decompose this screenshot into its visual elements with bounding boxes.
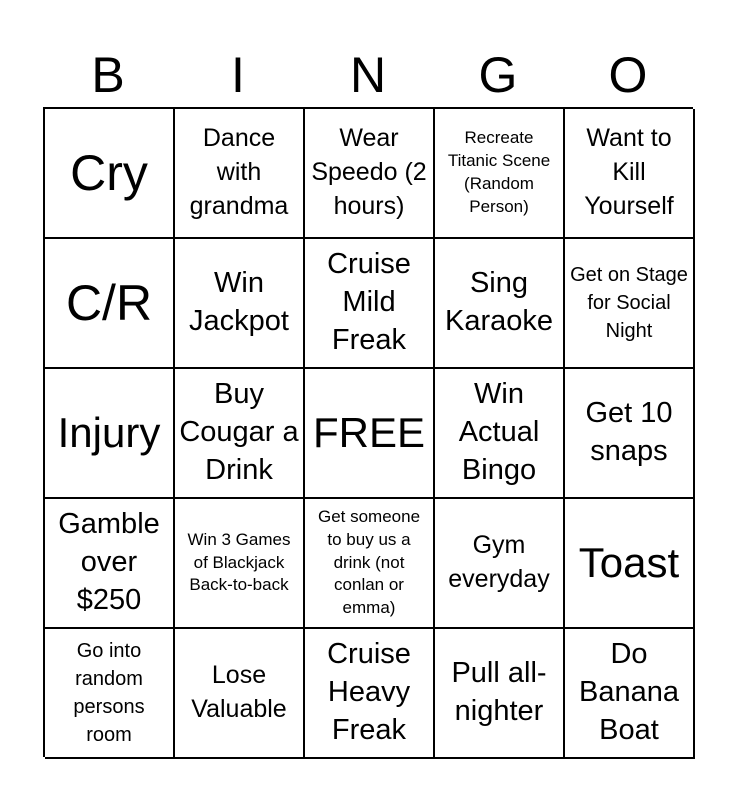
bingo-cell[interactable] — [175, 109, 305, 239]
bingo-cell[interactable] — [435, 629, 565, 759]
cell-text: Get on Stage for Social Night — [570, 264, 688, 342]
bingo-cell[interactable] — [45, 629, 175, 759]
bingo-cell[interactable] — [305, 629, 435, 759]
bingo-cell[interactable] — [565, 109, 695, 239]
bingo-cell[interactable] — [175, 239, 305, 369]
bingo-cell[interactable] — [565, 369, 695, 499]
bingo-cell[interactable] — [45, 499, 175, 629]
bingo-cell[interactable] — [45, 239, 175, 369]
cell-text: Sing Karaoke — [444, 267, 553, 337]
cell-text: Gamble over $250 — [58, 508, 160, 616]
bingo-cell[interactable] — [565, 239, 695, 369]
bingo-cell[interactable] — [565, 629, 695, 759]
header-letter-o: O — [608, 47, 648, 103]
cell-text: Recreate Titanic Scene (Random Person) — [447, 128, 551, 216]
bingo-cell[interactable] — [175, 629, 305, 759]
cell-text: Buy Cougar a Drink — [179, 378, 299, 486]
cell-text: C/R — [65, 274, 153, 331]
cell-text: Get 10 snaps — [585, 397, 673, 467]
bingo-grid — [43, 107, 693, 757]
bingo-cell[interactable] — [565, 499, 695, 629]
header-letter-g: G — [478, 47, 518, 103]
header-letter-b: B — [91, 47, 125, 103]
cell-text: Want to Kill Yourself — [584, 124, 674, 220]
free-space-cell[interactable] — [305, 369, 435, 499]
cell-text: Gym everyday — [448, 531, 550, 593]
cell-text: Cruise Heavy Freak — [327, 638, 411, 746]
cell-text: Wear Speedo (2 hours) — [311, 124, 427, 220]
bingo-header — [43, 42, 693, 108]
cell-text: Win 3 Games of Blackjack Back-to-back — [187, 529, 291, 595]
bingo-cell[interactable] — [435, 369, 565, 499]
bingo-cell[interactable] — [435, 239, 565, 369]
bingo-cell[interactable] — [435, 109, 565, 239]
cell-text: Cry — [70, 144, 148, 201]
header-letter-i: I — [231, 47, 245, 103]
header-letter-n: N — [349, 47, 387, 103]
bingo-cell[interactable] — [435, 499, 565, 629]
bingo-cell[interactable] — [305, 499, 435, 629]
bingo-cell[interactable] — [45, 109, 175, 239]
bingo-cell[interactable] — [175, 499, 305, 629]
cell-text: Win Jackpot — [189, 267, 289, 337]
cell-text: Toast — [578, 538, 680, 586]
free-space-text: FREE — [312, 408, 425, 456]
cell-text: Get someone to buy us a drink (not conlan or emma) — [317, 506, 421, 618]
bingo-cell[interactable] — [45, 369, 175, 499]
cell-text: Cruise Mild Freak — [327, 248, 411, 356]
cell-text: Lose Valuable — [191, 661, 287, 723]
cell-text: Pull all-nighter — [451, 657, 547, 727]
bingo-cell[interactable] — [305, 239, 435, 369]
bingo-cell[interactable] — [305, 109, 435, 239]
cell-text: Go into random persons room — [73, 640, 145, 746]
cell-text: Do Banana Boat — [579, 638, 679, 746]
bingo-cell[interactable] — [175, 369, 305, 499]
cell-text: Win Actual Bingo — [458, 378, 540, 486]
cell-text: Injury — [57, 408, 161, 456]
cell-text: Dance with grandma — [189, 124, 289, 220]
